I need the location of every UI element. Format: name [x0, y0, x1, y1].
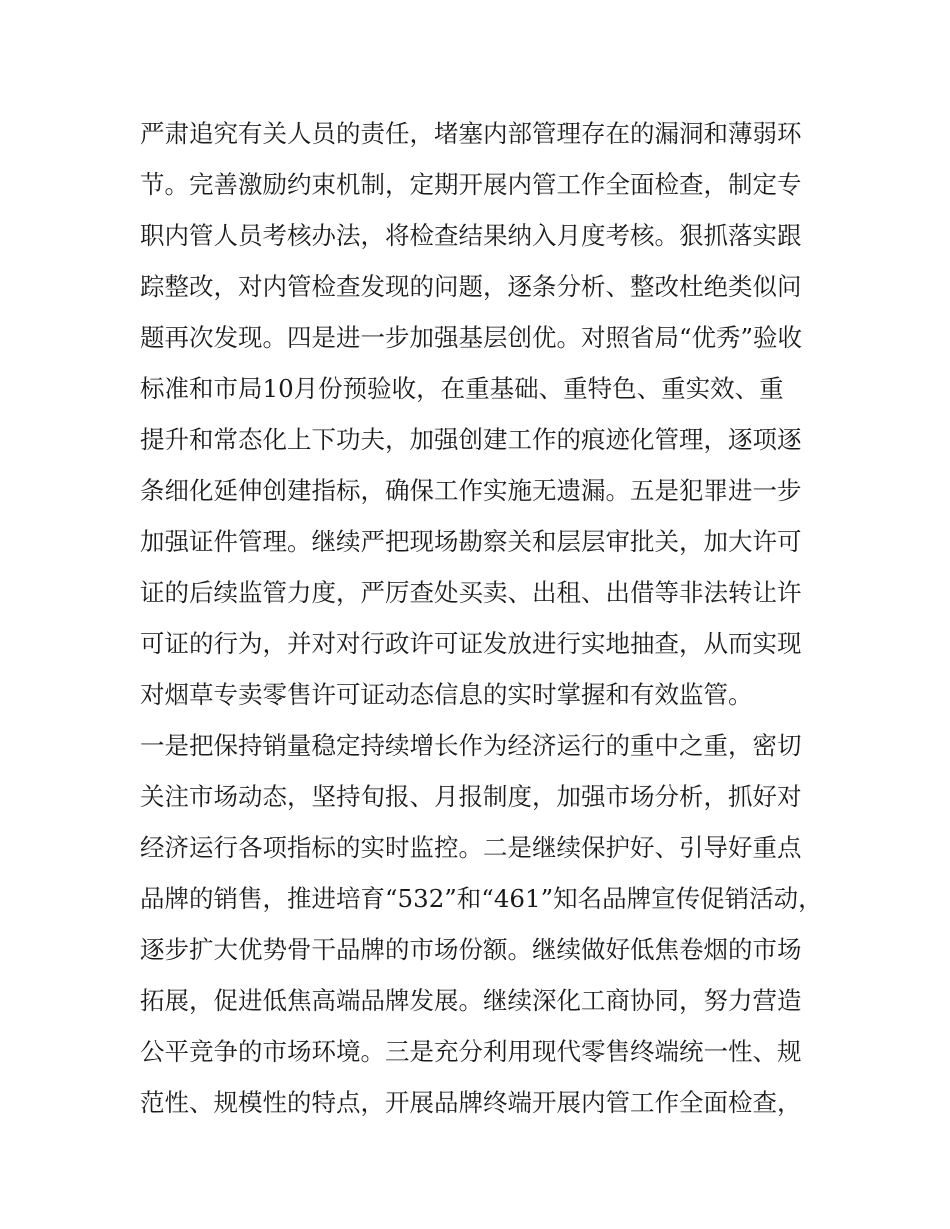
text-line: 踪整改，对内管检查发现的问题，逐条分析、整改杜绝类似问 — [140, 272, 802, 301]
text-line: 公平竞争的市场环境。三是充分利用现代零售终端统一性、规 — [140, 1037, 802, 1066]
text-line: 职内管人员考核办法，将检查结果纳入月度考核。狠抓落实跟 — [140, 221, 802, 250]
text-line: 严肃追究有关人员的责任，堵塞内部管理存在的漏洞和薄弱环 — [140, 119, 802, 148]
text-line: 范性、规模性的特点，开展品牌终端开展内管工作全面检查， — [140, 1088, 802, 1117]
text-line: 逐步扩大优势骨干品牌的市场份额。继续做好低焦卷烟的市场 — [140, 935, 802, 964]
text-line: 关注市场动态，坚持旬报、月报制度，加强市场分析，抓好对 — [140, 782, 802, 811]
body-text — [140, 108, 823, 1128]
text-line: 提升和常态化上下功夫，加强创建工作的痕迹化管理，逐项逐 — [140, 425, 802, 454]
text-line: 拓展，促进低焦高端品牌发展。继续深化工商协同，努力营造 — [140, 986, 802, 1015]
text-line: 对烟草专卖零售许可证动态信息的实时掌握和有效监管。 — [140, 680, 753, 709]
text-line: 经济运行各项指标的实时监控。二是继续保护好、引导好重点 — [140, 833, 802, 862]
text-line: 标准和市局10月份预验收，在重基础、重特色、重实效、重 — [140, 374, 784, 403]
text-line: 证的后续监管力度，严厉查处买卖、出租、出借等非法转让许 — [140, 578, 802, 607]
text-line: 加强证件管理。继续严把现场勘察关和层层审批关，加大许可 — [140, 527, 802, 556]
text-line: 可证的行为，并对对行政许可证发放进行实地抽查，从而实现 — [140, 629, 802, 658]
text-line: 题再次发现。四是进一步加强基层创优。对照省局“优秀”验收 — [140, 323, 803, 352]
text-line: 品牌的销售，推进培育“532”和“461”知名品牌宣传促销活动， — [140, 884, 823, 913]
text-line: 一是把保持销量稳定持续增长作为经济运行的重中之重，密切 — [140, 731, 802, 760]
text-line: 节。完善激励约束机制，定期开展内管工作全面检查，制定专 — [140, 170, 802, 199]
text-line: 条细化延伸创建指标，确保工作实施无遗漏。五是犯罪进一步 — [140, 476, 802, 505]
